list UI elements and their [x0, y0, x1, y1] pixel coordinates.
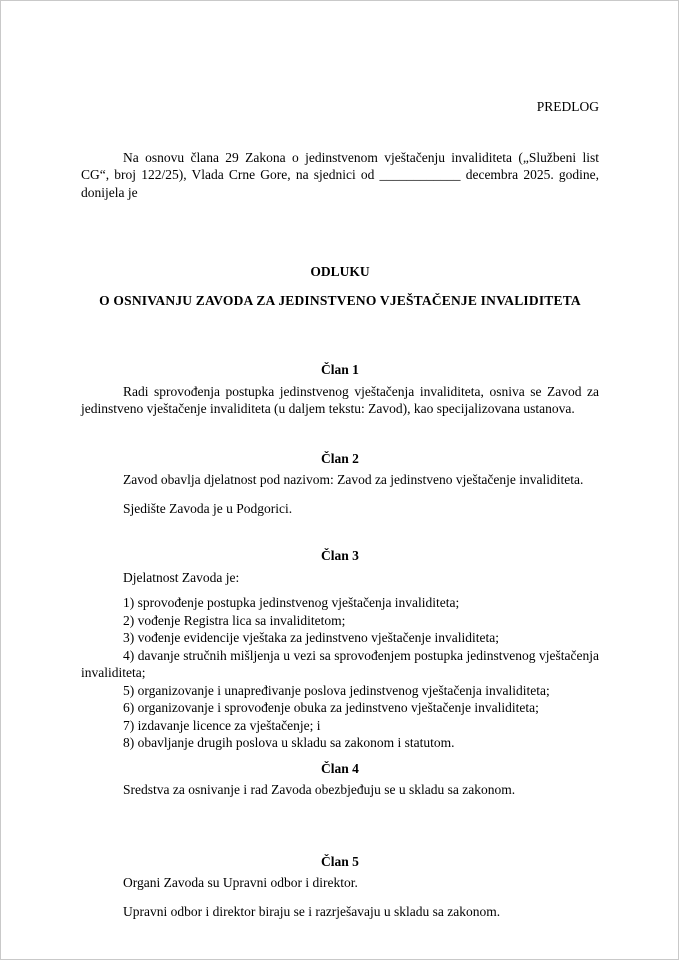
- list-item: 4) davanje stručnih mišljenja u vezi sa sprovođenjem postupka jedinstvenog vještačenja invaliditeta;: [81, 647, 599, 680]
- article-2-paragraph-1: Zavod obavlja djelatnost pod nazivom: Zavod za jedinstveno vještačenje invaliditeta.: [123, 472, 584, 487]
- article-5-paragraph-1: Organi Zavoda su Upravni odbor i direktor.: [123, 875, 358, 890]
- decision-subtitle: O OSNIVANJU ZAVODA ZA JEDINSTVENO VJEŠTAČENJE INVALIDITETA: [99, 292, 581, 308]
- article-4: [81, 760, 599, 799]
- intro-paragraph: Na osnovu člana 29 Zakona o jedinstvenom vještačenju invaliditeta („Službeni list CG“, broj 122/25), Vlada Crne Gore, na sjednici od ____________ decembra 2025. godine, donijela je: [81, 149, 599, 200]
- article-3-paragraph-1: Djelatnost Zavoda je:: [123, 569, 240, 585]
- article-2-paragraph-2: Sjedište Zavoda je u Podgorici.: [123, 500, 293, 516]
- decision-title: ODLUKU: [310, 264, 370, 279]
- list-item: 7) izdavanje licence za vještačenje; i: [123, 717, 321, 733]
- article-2: [81, 450, 599, 518]
- document-label: PREDLOG: [536, 99, 599, 114]
- list-item: 5) organizovanje i unapređivanje poslova jedinstvenog vještačenja invaliditeta;: [123, 682, 550, 698]
- list-item: 6) organizovanje i sprovođenje obuka za jedinstveno vještačenje invaliditeta;: [123, 700, 539, 715]
- article-5-heading: Član 5: [321, 853, 359, 869]
- article-3-heading: Član 3: [321, 548, 359, 563]
- activity-list: [81, 594, 599, 752]
- list-item: 1) sprovođenje postupka jedinstvenog vještačenja invaliditeta;: [123, 595, 460, 610]
- article-2-heading: Član 2: [321, 450, 359, 466]
- article-1: [81, 361, 599, 418]
- article-5: [81, 853, 599, 921]
- article-5-paragraph-2: Upravni odbor i direktor biraju se i razrješavaju u skladu sa zakonom.: [123, 903, 501, 919]
- article-3: [81, 547, 599, 752]
- list-item: 3) vođenje evidencije vještaka za jedinstveno vještačenje invaliditeta;: [123, 630, 499, 645]
- article-4-heading: Član 4: [321, 760, 359, 776]
- list-item: 2) vođenje Registra lica sa invaliditetom;: [123, 612, 346, 628]
- article-1-heading: Član 1: [321, 362, 359, 377]
- list-item: 8) obavljanje drugih poslova u skladu sa zakonom i statutom.: [123, 735, 455, 750]
- article-1-paragraph: Radi sprovođenja postupka jedinstvenog vještačenja invaliditeta, osniva se Zavod za jedinstveno vještačenje invaliditeta (u daljem tekstu: Zavod), kao specijalizovana ustanova.: [81, 383, 599, 416]
- article-4-paragraph: Sredstva za osnivanje i rad Zavoda obezbjeđuju se u skladu sa zakonom.: [123, 782, 516, 797]
